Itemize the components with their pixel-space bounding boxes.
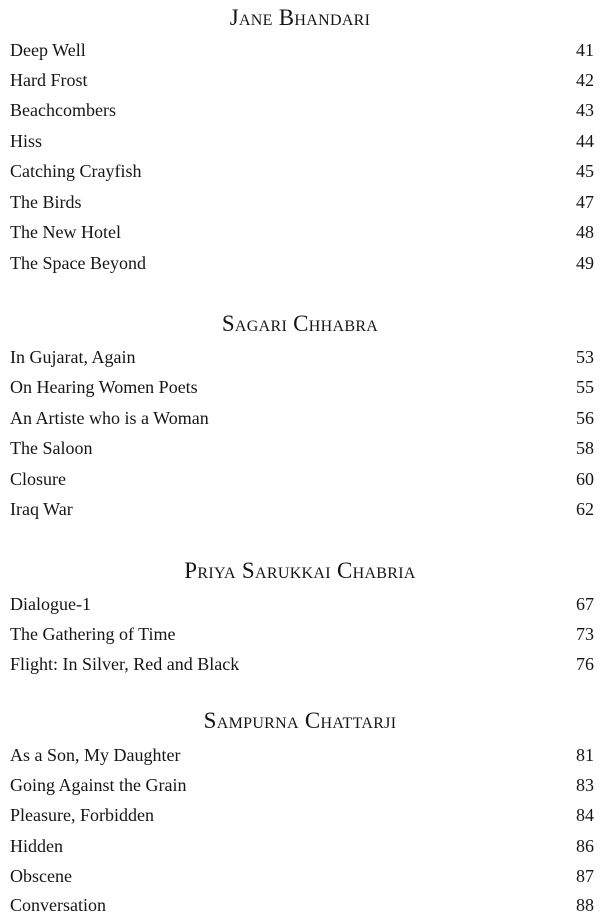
- entry-title: Obscene: [10, 866, 72, 886]
- entry-title: Closure: [10, 469, 66, 489]
- entry-page-number: 58: [576, 438, 594, 458]
- entry-page-number: 87: [576, 866, 594, 886]
- entry-page-number: 49: [576, 253, 594, 273]
- entry-title: Hidden: [10, 836, 63, 856]
- entry-title: The New Hotel: [10, 222, 121, 242]
- entry-page-number: 53: [576, 347, 594, 367]
- entry-title: In Gujarat, Again: [10, 347, 136, 367]
- entry-page-number: 47: [576, 192, 594, 212]
- entry-page-number: 56: [576, 408, 594, 428]
- entry-page-number: 67: [576, 594, 594, 614]
- entry-page-number: 88: [576, 895, 594, 915]
- toc-entry: [10, 344, 594, 370]
- entry-title: As a Son, My Daughter: [10, 745, 181, 765]
- entry-title: The Space Beyond: [10, 253, 146, 273]
- toc-entry: [10, 742, 594, 768]
- toc-entry: [10, 158, 594, 184]
- entry-page-number: 60: [576, 469, 594, 489]
- entry-page-number: 86: [576, 836, 594, 856]
- entry-title: Conversation: [10, 895, 106, 915]
- toc-entry: [10, 97, 594, 123]
- entry-title: Deep Well: [10, 40, 86, 60]
- entry-title: Dialogue-1: [10, 594, 91, 614]
- entry-page-number: 44: [576, 131, 594, 151]
- entry-title: Hiss: [10, 131, 43, 151]
- entry-title: The Gathering of Time: [10, 624, 176, 644]
- entry-page-number: 48: [576, 222, 594, 242]
- author-heading: Jane Bhandari: [229, 5, 371, 30]
- toc-entry: [10, 405, 594, 431]
- toc-entry: [10, 591, 594, 617]
- entry-title: The Birds: [10, 192, 82, 212]
- entry-title: Beachcombers: [10, 100, 116, 120]
- entry-title: Hard Frost: [10, 70, 88, 90]
- author-heading: Priya Sarukkai Chabria: [184, 558, 416, 583]
- toc-entry: [10, 435, 594, 461]
- toc-entry: [10, 772, 594, 798]
- toc-entry: [10, 802, 594, 828]
- entry-title: Flight: In Silver, Red and Black: [10, 654, 240, 674]
- author-heading: Sagari Chhabra: [221, 311, 379, 336]
- entry-page-number: 76: [576, 654, 594, 674]
- entry-title: On Hearing Women Poets: [10, 377, 198, 397]
- entry-page-number: 83: [576, 775, 594, 795]
- author-heading: Sampurna Chattarji: [203, 708, 397, 733]
- entry-page-number: 73: [576, 624, 594, 644]
- entry-page-number: 41: [576, 40, 594, 60]
- entry-page-number: 62: [576, 499, 594, 519]
- toc-entry: [10, 651, 594, 677]
- entry-title: Iraq War: [10, 499, 73, 519]
- toc-entry: [10, 189, 594, 215]
- toc-entry: [10, 621, 594, 647]
- entry-title: The Saloon: [10, 438, 93, 458]
- toc-entry: [10, 892, 594, 918]
- entry-page-number: 84: [576, 805, 594, 825]
- toc-entry: [10, 128, 594, 154]
- entry-page-number: 42: [576, 70, 594, 90]
- entry-title: An Artiste who is a Woman: [10, 408, 209, 428]
- entry-title: Catching Crayfish: [10, 161, 142, 181]
- entry-title: Pleasure, Forbidden: [10, 805, 154, 825]
- toc-entry: [10, 219, 594, 245]
- entry-page-number: 43: [576, 100, 594, 120]
- entry-title: Going Against the Grain: [10, 775, 187, 795]
- entry-page-number: 45: [576, 161, 594, 181]
- entry-page-number: 55: [576, 377, 594, 397]
- toc-entry: [10, 250, 594, 276]
- toc-entry: [10, 37, 594, 63]
- toc-entry: [10, 833, 594, 859]
- toc-entry: [10, 67, 594, 93]
- entry-page-number: 81: [576, 745, 594, 765]
- toc-entry: [10, 374, 594, 400]
- toc-entry: [10, 466, 594, 492]
- toc-entry: [10, 496, 594, 522]
- toc-entry: [10, 863, 594, 889]
